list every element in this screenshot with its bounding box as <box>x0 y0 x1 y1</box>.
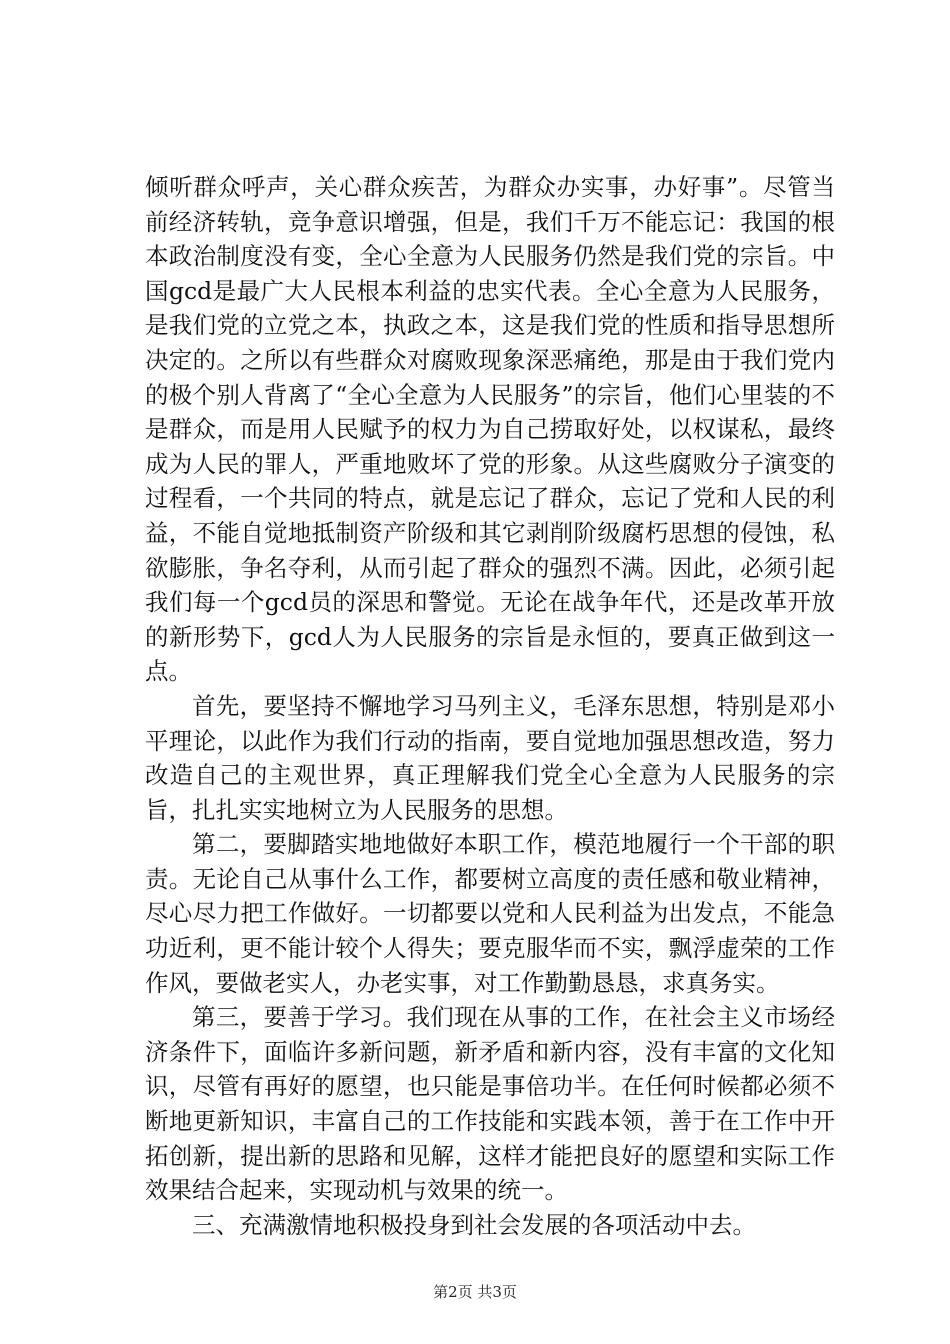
paragraph-second-point: 第二，要脚踏实地地做好本职工作，模范地履行一个干部的职责。无论自己从事什么工作，都要树立高度的责任感和敬业精神，尽心尽力把工作做好。一切都要以党和人民利益为出发点，不能急功近利，更不能计较个人得失；要克服华而不实，飘浮虚荣的工作作风，要做老实人，办老实事，对工作勤勤恳恳，求真务实。 <box>145 830 835 997</box>
section-heading-three: 三、充满激情地积极投身到社会发展的各项活动中去。 <box>192 1210 756 1239</box>
page-number-footer: 第2页 共3页 <box>433 1283 517 1301</box>
paragraph-first-point: 首先，要坚持不懈地学习马列主义，毛泽东思想，特别是邓小平理论，以此作为我们行动的指南，要自觉地加强思想改造，努力改造自己的主观世界，真正理解我们党全心全意为人民服务的宗旨，扎扎实实地树立为人民服务的思想。 <box>145 691 835 824</box>
document-body <box>145 170 835 1242</box>
paragraph-third-point: 第三，要善于学习。我们现在从事的工作，在社会主义市场经济条件下，面临许多新问题，新矛盾和新内容，没有丰富的文化知识，尽管有再好的愿望，也只能是事倍功半。在任何时候都必须不断地更新知识，丰富自己的工作技能和实践本领，善于在工作中开拓创新，提出新的思路和见解，这样才能把良好的愿望和实际工作效果结合起来，实现动机与效果的统一。 <box>145 1003 835 1205</box>
paragraph-continuation: 倾听群众呼声，关心群众疾苦，为群众办实事，办好事”。尽管当前经济转轨，竞争意识增强，但是，我们千万不能忘记：我国的根本政治制度没有变，全心全意为人民服务仍然是我们党的宗旨。中国gcd是最广大人民根本利益的忠实代表。全心全意为人民服务，是我们党的立党之本，执政之本，这是我们党的性质和指导思想所决定的。之所以有些群众对腐败现象深恶痛绝，那是由于我们党内的极个别人背离了“全心全意为人民服务”的宗旨，他们心里装的不是群众，而是用人民赋予的权力为自己捞取好处，以权谋私，最终成为人民的罪人，严重地败坏了党的形象。从这些腐败分子演变的过程看，一个共同的特点，就是忘记了群众，忘记了党和人民的利益，不能自觉地抵制资产阶级和其它剥削阶级腐朽思想的侵蚀，私欲膨胀，争名夺利，从而引起了群众的强烈不满。因此，必须引起我们每一个gcd员的深思和警觉。无论在战争年代，还是改革开放的新形势下，gcd人为人民服务的宗旨是永恒的，要真正做到这一点。 <box>145 173 835 686</box>
